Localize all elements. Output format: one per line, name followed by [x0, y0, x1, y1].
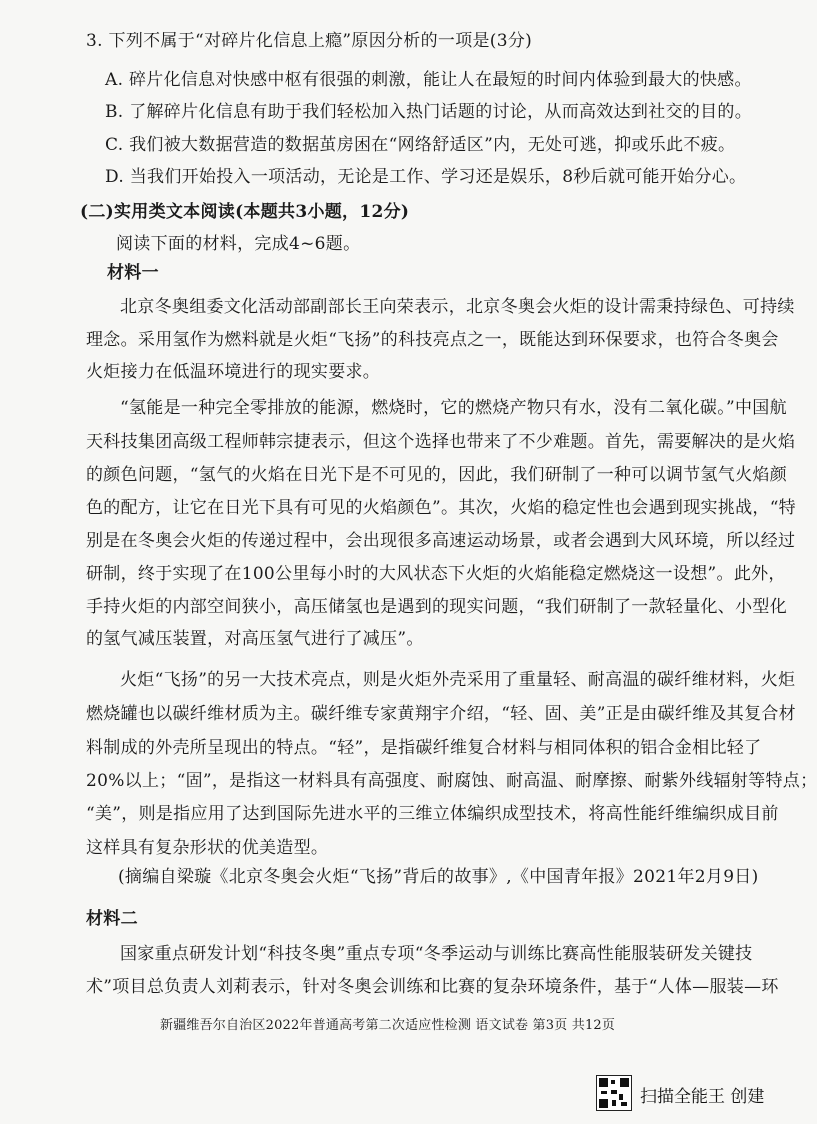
material-1-line: “美”，则是指应用了达到国际先进水平的三维立体编织成型技术，将高性能纤维编织成目前	[86, 804, 779, 824]
qr-code-icon	[596, 1075, 632, 1111]
section-instruction: 阅读下面的材料，完成4~6题。	[116, 234, 361, 254]
section-heading: (二)实用类文本阅读(本题共3小题，12分)	[80, 202, 410, 222]
question-3-option-b: B. 了解碎片化信息有助于我们轻松加入热门话题的讨论，从而高效达到社交的目的。	[105, 102, 752, 122]
material-1-line: 的颜色问题，“氢气的火焰在日光下是不可见的，因此，我们研制了一种可以调节氢气火焰颜	[86, 465, 787, 485]
material-1-line: 理念。采用氢作为燃料就是火炬“飞扬”的科技亮点之一，既能达到环保要求，也符合冬奥会	[86, 330, 779, 350]
material-1-line: 研制，终于实现了在100公里每小时的大风状态下火炬的火焰能稳定燃烧这一设想”。此外，	[86, 564, 786, 584]
material-1-line: 这样具有复杂形状的优美造型。	[86, 838, 329, 858]
material-1-line: 天科技集团高级工程师韩宗捷表示，但这个选择也带来了不少难题。首先，需要解决的是火焰	[86, 432, 796, 452]
material-2-line: 术”项目总负责人刘莉表示，针对冬奥会训练和比赛的复杂环境条件，基于“人体—服装—环	[86, 977, 779, 997]
material-1-line: 北京冬奥组委文化活动部副部长王向荣表示，北京冬奥会火炬的设计需秉持绿色、可持续	[120, 297, 795, 317]
material-2-title: 材料二	[86, 909, 138, 929]
material-1-line: 20%以上；“固”，是指这一材料具有高强度、耐腐蚀、耐高温、耐摩擦、耐紫外线辐射等特点；	[86, 771, 817, 791]
question-3-option-c: C. 我们被大数据营造的数据茧房困在“网络舒适区”内，无处可逃，抑或乐此不疲。	[105, 135, 736, 155]
material-1-line: 火炬“飞扬”的另一大技术亮点，则是火炬外壳采用了重量轻、耐高温的碳纤维材料，火炬	[120, 670, 796, 690]
material-1-title: 材料一	[107, 263, 159, 283]
material-1-line: 手持火炬的内部空间狭小，高压储氢也是遇到的现实问题，“我们研制了一款轻量化、小型化	[86, 597, 787, 617]
material-1-line: 色的配方，让它在日光下具有可见的火焰颜色”。其次，火焰的稳定性也会遇到现实挑战，“特	[86, 498, 796, 518]
page-footer: 新疆维吾尔自治区2022年普通高考第二次适应性检测 语文试卷 第3页 共12页	[160, 1018, 616, 1033]
material-1-line: 火炬接力在低温环境进行的现实要求。	[86, 362, 381, 382]
material-1-source: (摘编自梁璇《北京冬奥会火炬“飞扬”背后的故事》,《中国青年报》2021年2月9日)	[118, 867, 759, 887]
question-3-option-d: D. 当我们开始投入一项活动，无论是工作、学习还是娱乐，8秒后就可能开始分心。	[105, 167, 747, 187]
question-3-stem: 3. 下列不属于“对碎片化信息上瘾”原因分析的一项是(3分)	[86, 31, 533, 51]
material-1-line: 的氢气减压装置，对高压氢气进行了减压”。	[86, 629, 424, 649]
material-2-line: 国家重点研发计划“科技冬奥”重点专项“冬季运动与训练比赛高性能服装研发关键技	[120, 944, 753, 964]
scanner-watermark: 扫描全能王 创建	[640, 1087, 765, 1107]
question-3-option-a: A. 碎片化信息对快感中枢有很强的刺激，能让人在最短的时间内体验到最大的快感。	[105, 70, 752, 90]
material-1-line: 别是在冬奥会火炬的传递过程中，会出现很多高速运动场景，或者会遇到大风环境，所以经过	[86, 531, 796, 551]
material-1-line: 料制成的外壳所呈现出的特点。“轻”，是指碳纤维复合材料与相同体积的铝合金相比轻了	[86, 738, 762, 758]
material-1-line: “氢能是一种完全零排放的能源，燃烧时，它的燃烧产物只有水，没有二氧化碳。”中国航	[120, 398, 787, 418]
material-1-line: 燃烧罐也以碳纤维材质为主。碳纤维专家黄翔宇介绍，“轻、固、美”正是由碳纤维及其复合材	[86, 704, 796, 724]
